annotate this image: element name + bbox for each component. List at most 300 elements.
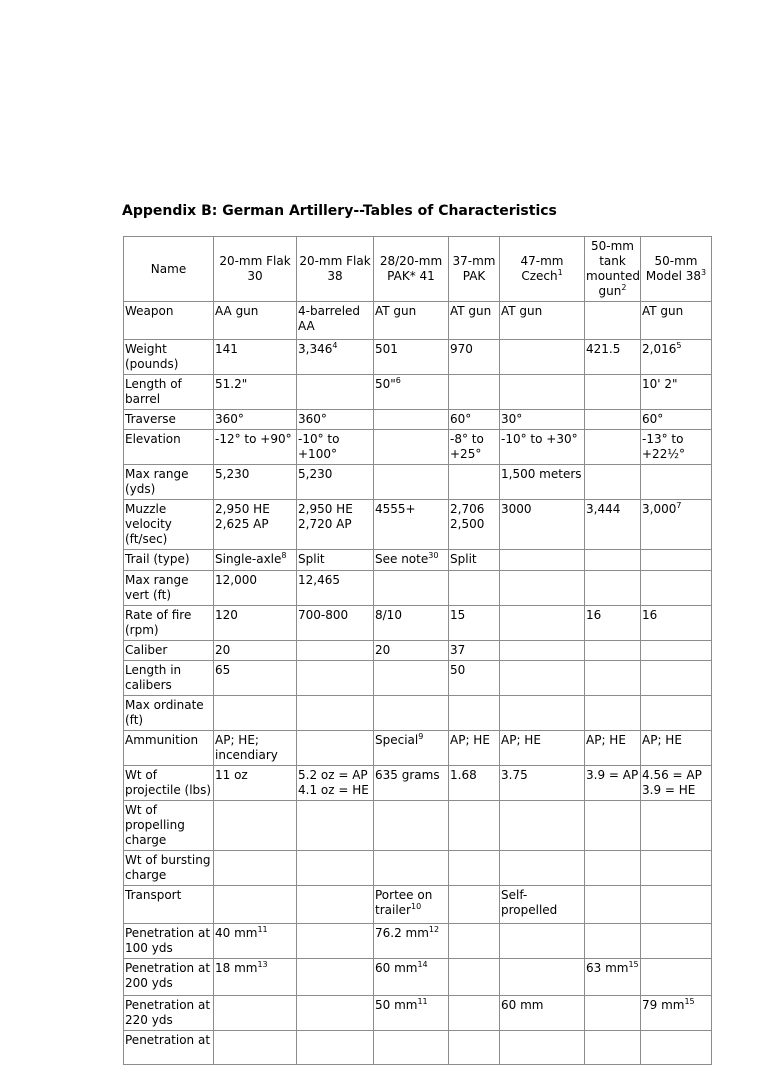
table-cell: [585, 959, 641, 996]
table-row: [124, 465, 712, 500]
table-cell: [297, 851, 374, 886]
row-label: Penetration at 200 yds: [124, 959, 214, 996]
table-cell: [214, 766, 297, 801]
table-cell: [641, 550, 712, 571]
table-cell: [214, 959, 297, 996]
table-cell: [585, 801, 641, 851]
table-cell-text: 15: [450, 608, 466, 622]
table-row: [124, 851, 712, 886]
table-body: [124, 302, 712, 1065]
table-cell: [500, 410, 585, 430]
table-cell-text: 20: [375, 643, 391, 657]
table-cell: [374, 340, 449, 375]
column-header: [500, 237, 585, 302]
column-header-text: 28/20-mm PAK* 41: [379, 254, 443, 283]
row-label: Max range vert (ft): [124, 571, 214, 606]
table-cell: [297, 886, 374, 924]
table-cell: [449, 959, 500, 996]
table-cell: [214, 696, 297, 731]
table-cell: [297, 959, 374, 996]
table-cell: [449, 766, 500, 801]
table-cell-text: 50: [450, 663, 466, 677]
table-cell: [374, 996, 449, 1031]
table-cell: [585, 340, 641, 375]
footnote-marker: 15: [684, 997, 695, 1006]
table-cell: [214, 731, 297, 766]
table-cell-text: 16: [642, 608, 658, 622]
table-cell-text: 970: [450, 342, 473, 356]
table-cell: [500, 924, 585, 959]
table-cell-text: 120: [215, 608, 238, 622]
row-label: Wt of propelling charge: [124, 801, 214, 851]
table-cell: [214, 661, 297, 696]
table-cell: [214, 430, 297, 465]
characteristics-table: [123, 236, 712, 1065]
table-cell-text: 63 mm: [586, 961, 629, 975]
table-row: [124, 571, 712, 606]
table-cell: [585, 465, 641, 500]
table-cell: [500, 959, 585, 996]
table-cell-text: See note: [375, 552, 429, 566]
table-cell: [297, 410, 374, 430]
table-cell: [641, 661, 712, 696]
table-cell: [585, 410, 641, 430]
table-cell: [297, 302, 374, 340]
table-cell: [641, 641, 712, 661]
table-row: [124, 500, 712, 550]
table-cell: [585, 851, 641, 886]
table-cell: [374, 959, 449, 996]
table-cell: [374, 550, 449, 571]
table-cell: [641, 996, 712, 1031]
table-cell: [641, 410, 712, 430]
table-cell: [297, 500, 374, 550]
table-cell-text: Single-axle: [215, 552, 282, 566]
table-cell: [585, 1031, 641, 1065]
table-cell: [500, 996, 585, 1031]
table-cell: [374, 641, 449, 661]
table-cell-text: 3000: [501, 502, 532, 516]
table-cell-text: 4.56 = AP 3.9 = HE: [642, 768, 702, 797]
table-cell-text: AT gun: [375, 304, 417, 318]
table-cell: [214, 410, 297, 430]
footnote-marker: 9: [418, 732, 424, 741]
table-cell-text: AT gun: [450, 304, 492, 318]
table-cell-text: Portee on trailer: [375, 888, 433, 917]
table-cell-text: 50": [375, 377, 396, 391]
table-cell: [374, 465, 449, 500]
footnote-marker: 15: [628, 960, 639, 969]
table-cell-text: 18 mm: [215, 961, 258, 975]
table-cell-text: 1.68: [450, 768, 477, 782]
table-cell: [641, 766, 712, 801]
table-cell: [297, 550, 374, 571]
row-label: Caliber: [124, 641, 214, 661]
table-cell: [500, 550, 585, 571]
row-label: Max ordinate (ft): [124, 696, 214, 731]
row-label: Rate of fire (rpm): [124, 606, 214, 641]
table-cell-text: 37: [450, 643, 466, 657]
row-label: Max range (yds): [124, 465, 214, 500]
table-row: [124, 375, 712, 410]
table-cell: [500, 1031, 585, 1065]
column-header: [374, 237, 449, 302]
table-cell: [449, 550, 500, 571]
row-label: Ammunition: [124, 731, 214, 766]
table-cell: [297, 465, 374, 500]
table-cell-text: 65: [215, 663, 231, 677]
table-cell: [449, 886, 500, 924]
table-cell: [449, 924, 500, 959]
table-cell-text: 51.2": [215, 377, 248, 391]
table-cell: [449, 661, 500, 696]
table-cell: [585, 302, 641, 340]
table-cell-text: 5,230: [215, 467, 250, 481]
table-cell: [374, 430, 449, 465]
table-cell: [585, 375, 641, 410]
table-cell-text: 16: [586, 608, 602, 622]
footnote-marker: 14: [417, 960, 428, 969]
table-cell: [449, 340, 500, 375]
table-cell-text: 2,950 HE 2,720 AP: [298, 502, 353, 531]
table-cell-text: 50 mm: [375, 998, 418, 1012]
table-cell: [641, 606, 712, 641]
table-cell-text: AP; HE; incendiary: [215, 733, 278, 762]
table-cell: [297, 661, 374, 696]
table-cell: [297, 571, 374, 606]
table-cell: [374, 302, 449, 340]
table-cell: [500, 696, 585, 731]
table-cell: [585, 550, 641, 571]
table-cell: [374, 571, 449, 606]
table-row: [124, 340, 712, 375]
table-cell: [500, 661, 585, 696]
footnote-marker: 5: [676, 341, 682, 350]
table-cell-text: -8° to +25°: [450, 432, 484, 461]
table-cell: [214, 375, 297, 410]
table-row: [124, 801, 712, 851]
table-cell: [374, 886, 449, 924]
table-cell: [449, 641, 500, 661]
footnote-marker: 4: [332, 341, 338, 350]
footnote-marker: 2: [621, 283, 627, 292]
row-label: Wt of projectile (lbs): [124, 766, 214, 801]
table-cell-text: 3.75: [501, 768, 528, 782]
table-cell: [214, 302, 297, 340]
table-cell: [214, 550, 297, 571]
table-cell: [500, 500, 585, 550]
table-cell-text: 2,706 2,500: [450, 502, 485, 531]
table-row: [124, 641, 712, 661]
table-row: [124, 1031, 712, 1065]
table-cell: [214, 465, 297, 500]
table-cell: [374, 661, 449, 696]
footnote-marker: 11: [257, 925, 268, 934]
table-cell: [297, 731, 374, 766]
table-cell: [297, 924, 374, 959]
table-cell-text: 360°: [215, 412, 244, 426]
table-cell: [500, 340, 585, 375]
row-label: Traverse: [124, 410, 214, 430]
table-cell: [374, 731, 449, 766]
footnote-marker: 1: [557, 268, 563, 277]
table-cell-text: AT gun: [642, 304, 684, 318]
table-cell-text: AP; HE: [586, 733, 626, 747]
row-label: Trail (type): [124, 550, 214, 571]
table-cell: [297, 375, 374, 410]
table-row: [124, 302, 712, 340]
table-cell: [500, 606, 585, 641]
table-cell: [449, 302, 500, 340]
table-cell: [374, 924, 449, 959]
table-cell-text: AA gun: [215, 304, 259, 318]
column-header-name: [124, 237, 214, 302]
table-cell-text: 11 oz: [215, 768, 248, 782]
table-cell-text: 60°: [450, 412, 472, 426]
table-cell: [449, 731, 500, 766]
table-cell: [214, 606, 297, 641]
table-cell: [214, 801, 297, 851]
table-row: [124, 996, 712, 1031]
table-cell: [641, 959, 712, 996]
row-label: Length in calibers: [124, 661, 214, 696]
table-cell: [214, 571, 297, 606]
footnote-marker: 7: [676, 501, 682, 510]
footnote-marker: 10: [410, 902, 422, 911]
table-cell-text: 60°: [642, 412, 664, 426]
table-cell-text: -10° to +30°: [501, 432, 578, 446]
table-cell: [641, 302, 712, 340]
column-header: [449, 237, 500, 302]
table-cell: [500, 430, 585, 465]
row-label: Penetration at 100 yds: [124, 924, 214, 959]
table-row: [124, 766, 712, 801]
table-cell-text: 76.2 mm: [375, 926, 429, 940]
table-cell-text: AP; HE: [501, 733, 541, 747]
table-cell: [641, 430, 712, 465]
table-cell-text: 12,000: [215, 573, 257, 587]
table-cell: [585, 886, 641, 924]
column-header-name-text: Name: [150, 261, 187, 276]
table-cell: [214, 500, 297, 550]
table-cell: [297, 766, 374, 801]
table-cell-text: 141: [215, 342, 238, 356]
table-cell-text: 8/10: [375, 608, 402, 622]
page-title: Appendix B: German Artillery--Tables of Characteristics: [122, 203, 557, 219]
table-cell: [449, 571, 500, 606]
table-cell: [641, 851, 712, 886]
table-cell-text: 501: [375, 342, 398, 356]
column-header: [297, 237, 374, 302]
table-cell: [641, 731, 712, 766]
table-cell: [297, 1031, 374, 1065]
table-cell: [449, 465, 500, 500]
table-cell: [214, 886, 297, 924]
table-cell: [500, 465, 585, 500]
table-cell-text: 5.2 oz = AP 4.1 oz = HE: [298, 768, 369, 797]
table-cell: [374, 375, 449, 410]
table-cell-text: AP; HE: [450, 733, 490, 747]
table-cell-text: 10' 2": [642, 377, 678, 391]
table-cell-text: Self-propelled: [501, 888, 558, 917]
column-header-text: 47-mm Czech: [520, 254, 564, 283]
table-cell: [500, 571, 585, 606]
footnote-marker: 11: [417, 997, 428, 1006]
table-cell-text: 3,444: [586, 502, 621, 516]
row-label: Length of barrel: [124, 375, 214, 410]
table-cell-text: 3.9 = AP: [586, 768, 639, 782]
table-cell: [214, 1031, 297, 1065]
column-header: [585, 237, 641, 302]
table-cell: [585, 996, 641, 1031]
table-cell: [641, 571, 712, 606]
table-cell: [449, 606, 500, 641]
table-cell: [374, 606, 449, 641]
table-cell-text: -10° to +100°: [298, 432, 340, 461]
column-header-text: 37-mm PAK: [452, 254, 496, 283]
table-cell-text: 5,230: [298, 467, 333, 481]
table-row: [124, 606, 712, 641]
table-row: [124, 550, 712, 571]
table-cell: [374, 696, 449, 731]
row-label: Muzzle velocity (ft/sec): [124, 500, 214, 550]
table-row: [124, 430, 712, 465]
table-cell-text: 2,016: [642, 342, 677, 356]
table-cell-text: 360°: [298, 412, 327, 426]
table-cell-text: Split: [450, 552, 477, 566]
table-cell-text: 40 mm: [215, 926, 258, 940]
table-cell: [449, 430, 500, 465]
table-cell: [500, 641, 585, 661]
table-cell: [641, 696, 712, 731]
table-cell-text: -13° to +22½°: [642, 432, 685, 461]
table-cell: [214, 641, 297, 661]
table-cell: [297, 801, 374, 851]
table-cell: [585, 696, 641, 731]
row-label: Transport: [124, 886, 214, 924]
table-cell: [641, 1031, 712, 1065]
table-cell: [641, 465, 712, 500]
table-cell: [374, 1031, 449, 1065]
table-cell: [374, 801, 449, 851]
table-cell: [641, 924, 712, 959]
table-cell: [585, 641, 641, 661]
table-cell: [500, 302, 585, 340]
footnote-marker: 12: [428, 925, 440, 934]
table-cell: [214, 996, 297, 1031]
table-cell: [641, 886, 712, 924]
footnote-marker: 6: [395, 376, 401, 385]
table-cell-text: 700-800: [298, 608, 349, 622]
table-cell: [585, 571, 641, 606]
table-cell: [585, 766, 641, 801]
table-cell-text: 12,465: [298, 573, 340, 587]
table-row: [124, 410, 712, 430]
table-cell: [585, 924, 641, 959]
table-cell-text: 3,346: [298, 342, 333, 356]
table-row: [124, 959, 712, 996]
table-cell: [374, 766, 449, 801]
row-label: Elevation: [124, 430, 214, 465]
column-header-text: 20-mm Flak 38: [299, 254, 371, 283]
table-cell: [449, 500, 500, 550]
table-cell: [585, 661, 641, 696]
footnote-marker: 8: [281, 551, 287, 560]
row-label: Wt of bursting charge: [124, 851, 214, 886]
table-cell: [297, 340, 374, 375]
table-cell: [214, 851, 297, 886]
table-cell: [585, 430, 641, 465]
table-row: [124, 731, 712, 766]
table-cell-text: 4-barreled AA: [298, 304, 361, 333]
table-cell: [297, 606, 374, 641]
table-cell-text: 635 grams: [375, 768, 440, 782]
table-cell-text: Special: [375, 733, 419, 747]
table-cell-text: AT gun: [501, 304, 543, 318]
table-cell: [449, 996, 500, 1031]
table-cell: [500, 731, 585, 766]
table-cell: [500, 886, 585, 924]
table-cell: [500, 851, 585, 886]
table-cell: [500, 766, 585, 801]
footnote-marker: 3: [701, 268, 707, 277]
table-cell: [214, 340, 297, 375]
table-cell-text: -12° to +90°: [215, 432, 292, 446]
table-cell: [297, 996, 374, 1031]
table-cell-text: Split: [298, 552, 325, 566]
row-label: Weight (pounds): [124, 340, 214, 375]
table-cell-text: 60 mm: [375, 961, 418, 975]
column-header: [214, 237, 297, 302]
footnote-marker: 13: [257, 960, 268, 969]
table-cell: [641, 500, 712, 550]
table-cell: [585, 731, 641, 766]
table-cell: [374, 410, 449, 430]
table-cell: [449, 851, 500, 886]
table-cell: [641, 375, 712, 410]
column-header-text: 50-mm tank mounted gun: [586, 239, 640, 298]
table-cell: [297, 430, 374, 465]
table-row: [124, 924, 712, 959]
row-label: Penetration at 220 yds: [124, 996, 214, 1031]
table-cell: [297, 641, 374, 661]
table-cell-text: AP; HE: [642, 733, 682, 747]
table-cell-text: 1,500 meters: [501, 467, 582, 481]
table-cell: [585, 500, 641, 550]
table-cell: [297, 696, 374, 731]
table-row: [124, 661, 712, 696]
table-cell: [500, 801, 585, 851]
table-cell: [374, 500, 449, 550]
table-cell: [449, 1031, 500, 1065]
table-cell-text: 60 mm: [501, 998, 544, 1012]
footnote-marker: 30: [428, 551, 439, 560]
table-cell-text: 20: [215, 643, 231, 657]
table-cell: [585, 606, 641, 641]
column-header-text: 20-mm Flak 30: [219, 254, 291, 283]
column-header-text: 50-mm Model 38: [645, 254, 702, 283]
table-cell: [641, 801, 712, 851]
table-cell: [449, 801, 500, 851]
table-cell: [449, 410, 500, 430]
row-label: Penetration at: [124, 1031, 214, 1065]
header-row: [124, 237, 712, 302]
table-cell: [500, 375, 585, 410]
table-cell: [449, 375, 500, 410]
table-cell: [449, 696, 500, 731]
table-cell-text: 421.5: [586, 342, 621, 356]
table-cell-text: 79 mm: [642, 998, 685, 1012]
